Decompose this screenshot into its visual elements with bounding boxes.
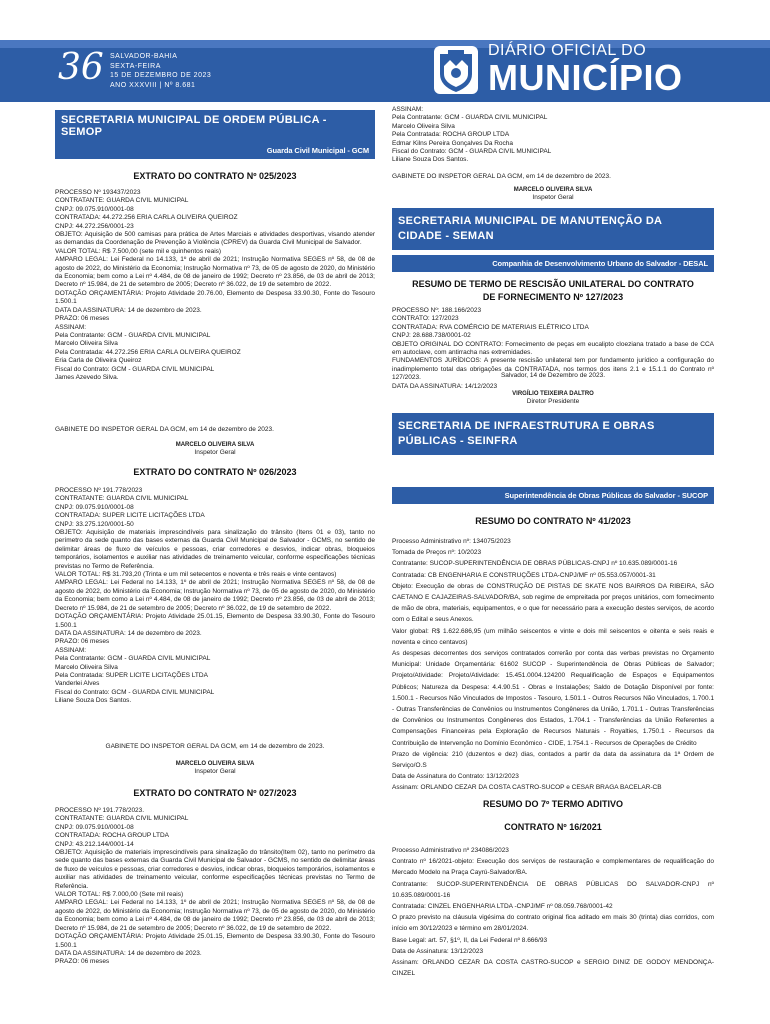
rescisao-title: RESUMO DE TERMO DE RESCISÃO UNILATERAL DO CONTRATO DE FORNECIMENTO Nº 127/2023: [412, 279, 694, 302]
contrato-41-body: Processo Administrativo nº: 134075/2023 Tomada de Preços nº: 10/2023 Contratante: SUCOP-SUPERINTENDÊNCIA DE OBRAS PÚBLICAS-CNPJ nº 10.635.089/0001-16 Contratada: CB ENGENHARIA E CONSTRUÇÕES LTDA-CNPJ/MF nº 05.553.057/0001-31 Objeto: Execução de obras de CONSTRUÇÃO DE PISTAS DE SKATE NOS BAIRROS DA RIBEIRA, SÃO CAETANO E CAJAZEIRAS-SALVADOR/BA, sob regime de empreitada por preços unitários, com fornecimento de mão de obra, materiais, equipamentos, e o que for necessário para a execução destes serviços, de acordo com o Edital e seus Anexos. Valor global: R$ 1.622.686,95 (um milhão seiscentos e vinte e dois mil seiscentos e oitenta e seis reais e noventa e cinco centavos) As despesas decorrentes dos serviços contratados correrão por conta das verbas previstas no Orçamento Municipal: Unidade Orçamentária: 61602 SUCOP - Superintendência de Obras Públicas de Salvador; Projeto/Atividade: Projeto/Atividade: 15.451.0004.124200 Requalificação de Espaços e Equipamentos Públicos; Natureza da Despesa: 4.4.90.51 - Obras e Instalações; Saldo de Dotação Disponível por fonte: 1.500.1 - Recursos Não Vinculados de Impostos - Tesouro, 1.501.1 - Outros Recursos Não Vinculados, 1.700.1 - Outras Transferências de Convênios ou Instrumentos Congêneres da União, 1.701.1 - Outras Transferências de Convênios ou Instrumentos Congêneres dos Estados, 1.704.1 - Transferências da União Referentes a Compensações Financeiras pela Exploração de Recursos Naturais - Royalties, 1.750.1 - Recursos da Contribuição de Intervenção no Domínio Econômico - CIDE, 1.754.1 - Recursos de Operações de Crédito Prazo de vigência: 210 (duzentos e dez) dias, contados a partir da data da assinatura da 1ª Ordem de Serviço/O.S Data de Assinatura do Contrato: 13/12/2023 Assinam: ORLANDO CEZAR DA COSTA CASTRO-SUCOP e CESAR BRAGA BACELAR-CB: [392, 538, 716, 792]
contract-027-signatures: ASSINAM: Pela Contratante: GCM - GUARDA CIVIL MUNICIPAL Marcelo Oliveira Silva Pela Contratada: ROCHA GROUP LTDA Edmar Kilns Pereira Gonçalves Da Rocha Fiscal do Contrato: GCM - GUARDA CIVIL MUNICIPAL Liliane Souza Dos Santos.: [392, 106, 552, 164]
contract-027-body: PROCESSO Nº 191.778/2023. CONTRATANTE: GUARDA CIVIL MUNICIPAL CNPJ: 09.075.910/0001-08 CONTRATADA: ROCHA GROUP LTDA CNPJ: 43.212.144/0001-14 OBJETO: Aquisição de materiais imprescindíveis para sinalização do trânsito(Item 02), tanto no perímetro da sede quanto das bases externas da Guarda Civil Municipal de Salvador - GCMS, no sentido de delimitar áreas de fluxo de veículos e pessoas, criar corredores e desvios, indicar obras, bloqueios temporários, isolamentos e auxiliar nas atividades de treinamento veicular, conforme especificações técnicas previstas no Termo de Referência. VALOR TOTAL: R$ 7.000,00 (Sete mil reais) AMPARO LEGAL: Lei Federal no 14.133, 1º de abril de 2021; Instrução Normativa SEGES nº 58, de 08 de agosto de 2022, do Ministério da Economia; Instrução Normativa nº 73, de 05 de agosto de 2020, do Ministério da Economia; bem como a Lei nº 4.484, de 08 de janeiro de 1992; Decreto nº 23.856, de 03 de abril de 2013; Decreto nº 15.984, de 21 de setembro de 2005; Decreto nº 36.022, de 19 de setembro de 2022. DOTAÇÃO ORÇAMENTÁRIA: Projeto Atividade 25.01.15, Elemento de Despesa 33.90.30, Fonte do Tesouro 1.500.1 DATA DA ASSINATURA: 14 de dezembro de 2023. PRAZO: 06 meses: [55, 807, 377, 966]
aditivo-body: Processo Administrativo nº 234086/2023 Contrato nº 16/2021-objeto: Execução dos serviços de restauração e complementares de requalificação do Mercado Modelo na Praça Cayrú-Salvador/BA. Contratante: SUCOP-SUPERINTENDÊNCIA DE OBRAS PÚBLICAS DO SALVADOR-CNPJ nº 10.635.089/0001-16 Contratada: CINZEL ENGENHARIA LTDA -CNPJ/MF nº 08.059.768/0001-42 O prazo previsto na cláusula vigésima do contrato original fica aditado em mais 30 (trinta) dias corridos, com início em 30/12/2023 e término em 28/01/2024. Base Legal: art. 57, §1º, II, da Lei Federal nº 8.666/93 Data de Assinatura: 13/12/2023 Assinam: ORLANDO CEZAR DA COSTA CASTRO-SUCOP e SERGIO DINIZ DE GODOY MENDONÇA-CINZEL: [392, 847, 716, 978]
contract-027-title: EXTRATO DO CONTRATO Nº 027/2023: [133, 788, 297, 798]
header-date: 15 DE DEZEMBRO DE 2023: [110, 72, 212, 79]
sub-banner-desal: Companhia de Desenvolvimento Urbano do Salvador - DESAL: [392, 255, 714, 272]
contract-025-closing: GABINETE DO INSPETOR GERAL DA GCM, em 14 de dezembro de 2023.: [55, 426, 274, 433]
contract-027-signer-role: Inspetor Geral: [532, 194, 574, 201]
section-banner-seinfra: SECRETARIA DE INFRAESTRUTURA E OBRAS PÚBLICAS - SEINFRA: [392, 413, 714, 455]
header-band: [0, 40, 770, 48]
sub-banner-sucop: Superintendência de Obras Públicas do Salvador - SUCOP: [392, 487, 714, 504]
city-coat-of-arms-icon: [430, 44, 482, 98]
rescisao-place-date: Salvador, 14 de Dezembro de 2023.: [500, 372, 606, 379]
contract-027-signer: MARCELO OLIVEIRA SILVA: [513, 187, 593, 193]
rescisao-body: PROCESSO Nº: 188.166/2023 CONTRATO: 127/2023 CONTRATADA: RVA COMÉRCIO DE MATERIAIS ELÉTRICO LTDA CNPJ: 28.688.738/0001-02 OBJETO ORIGINAL DO CONTRATO: Fornecimento de peças em eucalipto cloeziana tratado a base de CCA em autoclave, com antirracha nas extremidades. FUNDAMENTOS JURÍDICOS: A presente rescisão unilateral tem por fundamento jurídico a configuração do inadimplemento total das obrigações da CONTRATADA, nos termos dos itens 2.1 e 15.1.1 do Contrato nº 127/2023. DATA DA ASSINATURA: 14/12/2023: [392, 307, 716, 390]
rescisao-signer-role: Diretor Presidente: [526, 398, 580, 405]
rescisao-signer: VIRGÍLIO TEIXEIRA DALTRO: [512, 391, 594, 397]
header-city: SALVADOR-BAHIA: [110, 53, 178, 60]
header-meta: [110, 52, 211, 90]
contract-026-body: PROCESSO Nº 191.778/2023 CONTRATANTE: GUARDA CIVIL MUNICIPAL CNPJ: 09.075.910/0001-08 CONTRATADA: SUPER LICITE LICITAÇÕES LTDA CNPJ: 33.275.120/0001-50 OBJETO: Aquisição de materiais imprescindíveis para sinalização do trânsito (Itens 01 e 03), tanto no perímetro da sede quanto das bases externas da Guarda Civil Municipal de Salvador - GCMS, no sentido de delimitar áreas de fluxo de veículos e pessoas, criar corredores e desvios, indicar obras, bloqueios temporários, isolamentos e auxiliar nas atividades de treinamento veicular, conforme especificações técnicas previstas no Termo de Referência. VALOR TOTAL: R$ 31.793,20 (Trinta e um mil setecentos e noventa e três reais e vinte centavos) AMPARO LEGAL: Lei Federal no 14.133, 1º de abril de 2021; Instrução Normativa SEGES nº 58, de 08 de agosto de 2022, do Ministério da Economia; Instrução Normativa nº 73, de 05 de agosto de 2020, do Ministério da Economia; bem como a Lei nº 4.484, de 08 de janeiro de 1992; Decreto nº 23.856, de 03 de abril de 2013; Decreto nº 15.984, de 21 de setembro de 2005; Decreto nº 36.022, de 19 de setembro de 2022. DOTAÇÃO ORÇAMENTÁRIA: Projeto Atividade 25.01.15, Elemento de Despesa 33.90.30, Fonte do Tesouro 1.500.1 DATA DA ASSINATURA: 14 de dezembro de 2023. PRAZO: 06 meses ASSINAM: Pela Contratante: GCM - GUARDA CIVIL MUNICIPAL Marcelo Oliveira Silva Pela Contratada: SUPER LICITE LICITAÇÕES LTDA Vanderlei Alves Fiscal do Contrato: GCM - GUARDA CIVIL MUNICIPAL Liliane Souza Dos Santos.: [55, 487, 377, 705]
brand-main: MUNICÍPIO: [488, 57, 683, 98]
header-edition: ANO XXXVIII | Nº 8.681: [110, 81, 196, 89]
contract-026-title: EXTRATO DO CONTRATO Nº 026/2023: [133, 467, 297, 477]
contract-026-signer-role: Inspetor Geral: [194, 768, 236, 775]
contrato-41-title: RESUMO DO CONTRATO Nº 41/2023: [475, 516, 631, 526]
contract-026-closing: GABINETE DO INSPETOR GERAL DA GCM, em 14 de dezembro de 2023.: [105, 743, 325, 750]
contract-025-title: EXTRATO DO CONTRATO Nº 025/2023: [133, 171, 297, 181]
contract-027-closing: GABINETE DO INSPETOR GERAL DA GCM, em 14 de dezembro de 2023.: [392, 173, 611, 180]
aditivo-title: RESUMO DO 7º TERMO ADITIVO: [483, 799, 623, 809]
header-weekday: SEXTA-FEIRA: [110, 62, 161, 70]
aditivo-subtitle: CONTRATO Nº 16/2021: [504, 822, 602, 832]
section-banner-seman: SECRETARIA MUNICIPAL DE MANUTENÇÃO DA CIDADE - SEMAN: [392, 208, 714, 250]
contract-025-signer: MARCELO OLIVEIRA SILVA: [175, 442, 255, 448]
section-banner-semop: SECRETARIA MUNICIPAL DE ORDEM PÚBLICA - SEMOP: [55, 110, 375, 142]
brand-top: DIÁRIO OFICIAL DO: [488, 42, 647, 59]
page-header: [0, 0, 770, 100]
sub-banner-gcm: Guarda Civil Municipal - GCM: [55, 142, 375, 159]
contract-025-signer-role: Inspetor Geral: [194, 449, 236, 456]
page-number: 36: [58, 47, 104, 88]
contract-026-signer: MARCELO OLIVEIRA SILVA: [175, 761, 255, 767]
contract-025-body: PROCESSO Nº 193437/2023 CONTRATANTE: GUARDA CIVIL MUNICIPAL CNPJ: 09.075.910/0001-08 CONTRATADA: 44.272.256 ERIA CARLA OLIVEIRA QUEIROZ CNPJ: 44.272.256/0001-23 OBJETO: Aquisição de 500 camisas para prática de Artes Marciais e atividades desportivas, visando atender as demandas da Coordenação de Prevenção à Violência (CPREV) da Guarda Civil Municipal de Salvador. VALOR TOTAL: R$ 7.500,00 (sete mil e quinhentos reais) AMPARO LEGAL: Lei Federal no 14.133, 1º de abril de 2021; Instrução Normativa SEGES nº 58, de 08 de agosto de 2022, do Ministério da Economia; Instrução Normativa nº 73, de 05 de agosto de 2020, do Ministério da Economia; bem como a Lei nº 4.484, de 08 de janeiro de 1992; Decreto nº 23.856, de 03 de abril de 2013; Decreto nº 15.984, de 21 de setembro de 2005; Decreto nº 36.022, de 19 de setembro de 2022. DOTAÇÃO ORÇAMENTÁRIA: Projeto Atividade 20.76.00, Elemento de Despesa 33.90.30, Fonte do Tesouro 1.500.1 DATA DA ASSINATURA: 14 de dezembro de 2023. PRAZO: 06 meses ASSINAM: Pela Contratante: GCM - GUARDA CIVIL MUNICIPAL Marcelo Oliveira Silva Pela Contratada: 44.272.256 ERIA CARLA OLIVEIRA QUEIROZ Eria Carla de Oliveira Queiroz Fiscal do Contrato: GCM - GUARDA CIVIL MUNICIPAL James Azevedo Silva.: [55, 189, 377, 381]
